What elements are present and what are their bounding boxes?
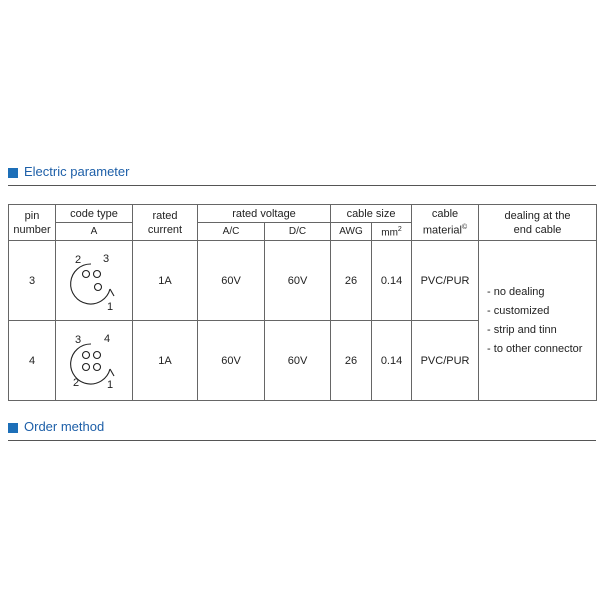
rated-current-header: rated current (133, 205, 198, 241)
pin-label: 2 (73, 376, 80, 389)
code-diagram-4pin (56, 321, 133, 401)
connector-outline (71, 264, 110, 304)
pin-hole (95, 283, 102, 290)
rated-current: 1A (133, 321, 198, 401)
awg-value: 26 (331, 241, 372, 321)
cable-material: PVC/PUR (412, 241, 479, 321)
pin-hole (94, 270, 101, 277)
rated-current: 1A (133, 241, 198, 321)
awg-value: 26 (331, 321, 372, 401)
code-diagram-3pin (56, 241, 133, 321)
pin-label: 3 (103, 252, 110, 265)
pin-number-header: pin number (9, 205, 56, 241)
section-title: Electric parameter (24, 164, 130, 179)
pin-label: 1 (107, 378, 114, 391)
header-row (9, 205, 597, 223)
connector-key (110, 289, 114, 296)
pin-hole (83, 363, 90, 370)
code-sub-header: A (56, 223, 133, 241)
dealing-item: - to other connector (487, 340, 596, 359)
voltage-ac: 60V (198, 241, 265, 321)
cable-material-header: cable material© (412, 205, 479, 241)
pin-label: 3 (75, 333, 82, 346)
dc-header: D/C (265, 223, 331, 241)
pin-hole (83, 351, 90, 358)
pin-count: 3 (9, 241, 56, 321)
pin-hole (83, 270, 90, 277)
dealing-item: - customized (487, 302, 596, 321)
order-method-header (8, 420, 596, 441)
section-square-icon (8, 168, 18, 178)
electric-parameter-table (8, 204, 597, 401)
dealing-item: - strip and tinn (487, 321, 596, 340)
connector-key (110, 369, 114, 376)
awg-header: AWG (331, 223, 372, 241)
pin-label: 4 (104, 332, 111, 345)
voltage-ac: 60V (198, 321, 265, 401)
cable-material: PVC/PUR (412, 321, 479, 401)
table-row (9, 241, 597, 321)
pin-label: 1 (107, 300, 114, 313)
section-square-icon (8, 423, 18, 433)
ac-header: A/C (198, 223, 265, 241)
section-title: Order method (24, 419, 105, 434)
electric-parameter-header (8, 165, 596, 186)
pin-label: 2 (75, 253, 82, 266)
mm2-value: 0.14 (372, 321, 412, 401)
code-type-header: code type (56, 205, 133, 223)
voltage-dc: 60V (265, 241, 331, 321)
connector-4pin-icon (59, 328, 129, 394)
mm2-value: 0.14 (372, 241, 412, 321)
dealing-item: - no dealing (487, 283, 596, 302)
rated-voltage-header: rated voltage (198, 205, 331, 223)
pin-hole (94, 363, 101, 370)
pin-count: 4 (9, 321, 56, 401)
dealing-options (479, 241, 597, 401)
cable-size-header: cable size (331, 205, 412, 223)
mm2-header: $mm^2$ (372, 223, 412, 241)
dealing-header: dealing at the end cable (479, 205, 597, 241)
voltage-dc: 60V (265, 321, 331, 401)
connector-3pin-icon (59, 248, 129, 314)
pin-hole (94, 351, 101, 358)
